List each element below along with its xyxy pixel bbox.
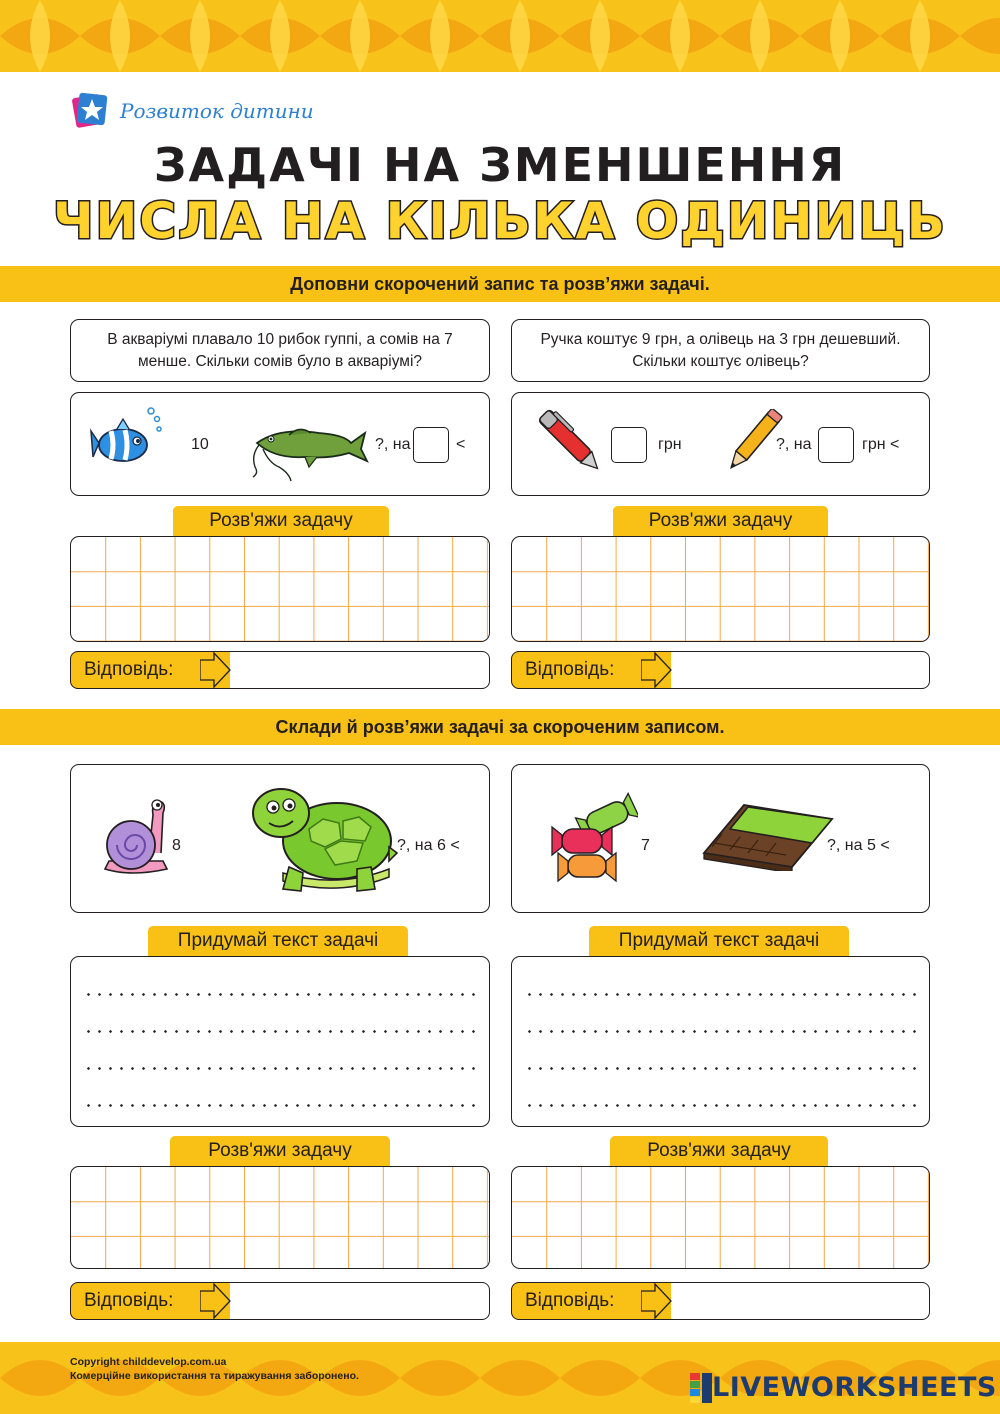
problem1-answer-field[interactable] xyxy=(70,651,490,689)
usage-notice: Комерційне використання та тиражування заборонено. xyxy=(70,1370,359,1382)
liveworksheets-logo-icon xyxy=(690,1373,712,1403)
solution-grid-lines xyxy=(512,537,930,642)
footer-copyright xyxy=(70,1355,359,1383)
writing-line xyxy=(83,1030,477,1033)
problem1-solution-grid[interactable] xyxy=(70,536,490,642)
pencil-icon xyxy=(718,409,784,479)
solution-grid-lines xyxy=(71,1167,490,1269)
writing-line xyxy=(83,1104,477,1107)
answer-frame xyxy=(511,651,930,689)
problem1-short-record xyxy=(70,392,490,496)
problem2-second-prefix: ?, на xyxy=(776,436,812,453)
writing-line xyxy=(524,1030,917,1033)
answer-frame xyxy=(70,651,490,689)
writing-line xyxy=(524,1104,917,1107)
arrow-right-icon xyxy=(641,1282,673,1320)
problem2-answer-label: Відповідь: xyxy=(511,651,671,689)
solution-grid-lines xyxy=(71,537,490,642)
arrow-right-icon xyxy=(200,1282,232,1320)
answer-frame xyxy=(70,1282,490,1320)
problem1-first-value: 10 xyxy=(191,436,209,453)
problem4-solution-grid[interactable] xyxy=(511,1166,930,1269)
writing-line xyxy=(524,1067,917,1070)
problem3-compose-tab: Придумай текст задачі xyxy=(148,926,408,956)
answer-frame xyxy=(511,1282,930,1320)
problem2-solve-tab: Розв'яжи задачу xyxy=(613,506,828,536)
chocolate-icon xyxy=(700,801,836,871)
solution-grid-lines xyxy=(512,1167,930,1269)
brand-name: Розвиток дитини xyxy=(120,99,314,123)
writing-line xyxy=(83,993,477,996)
problem3-answer-label: Відповідь: xyxy=(70,1282,230,1320)
problem1-text: В акваріумі плавало 10 рибок гуппі, а сомів на 7 менше. Скільки сомів було в акваріумі? xyxy=(70,319,490,382)
snail-icon xyxy=(101,795,171,877)
problem3-short-record xyxy=(70,764,490,913)
problem1-difference-input[interactable] xyxy=(413,427,449,463)
problem1-answer-label: Відповідь: xyxy=(70,651,230,689)
problem4-solve-tab: Розв'яжи задачу xyxy=(610,1136,828,1166)
catfish-icon xyxy=(249,413,369,483)
problem4-first-value: 7 xyxy=(641,837,650,854)
problem3-solve-tab: Розв'яжи задачу xyxy=(170,1136,390,1166)
problem2-short-record xyxy=(511,392,930,496)
problem3-second-text: ?, на 6 < xyxy=(397,837,460,854)
arrow-right-icon xyxy=(641,651,673,689)
problem1-second-suffix: < xyxy=(456,436,466,453)
brand-logo xyxy=(70,90,314,132)
section1-instruction: Доповни скорочений запис та розв’яжи задачі. xyxy=(0,266,1000,302)
problem2-text: Ручка коштує 9 грн, а олівець на 3 грн дешевший. Скільки коштує олівець? xyxy=(511,319,930,382)
problem3-answer-field[interactable] xyxy=(70,1282,490,1320)
problem3-first-value: 8 xyxy=(172,837,181,854)
problem2-second-suffix: грн < xyxy=(862,436,900,453)
problem3-solution-grid[interactable] xyxy=(70,1166,490,1269)
writing-line xyxy=(524,993,917,996)
turtle-icon xyxy=(239,769,399,899)
problem4-answer-label: Відповідь: xyxy=(511,1282,671,1320)
problem4-answer-field[interactable] xyxy=(511,1282,930,1320)
problem4-second-text: ?, на 5 < xyxy=(827,837,890,854)
brand-star-icon xyxy=(70,90,112,132)
writing-line xyxy=(83,1067,477,1070)
problem2-first-unit: грн xyxy=(658,436,682,453)
candies-icon xyxy=(548,791,638,885)
problem2-solution-grid[interactable] xyxy=(511,536,930,642)
arrow-right-icon xyxy=(200,651,232,689)
fish-icon xyxy=(89,403,163,471)
problem2-difference-input[interactable] xyxy=(818,427,854,463)
pen-icon xyxy=(536,407,608,479)
problem3-text-lines[interactable] xyxy=(70,956,490,1127)
page-title-line2: ЧИСЛА НА КІЛЬКА ОДИНИЦЬ xyxy=(53,192,947,250)
problem1-solve-tab: Розв'яжи задачу xyxy=(173,506,389,536)
page-title-line1: ЗАДАЧІ НА ЗМЕНШЕННЯ xyxy=(153,138,847,192)
problem4-text-lines[interactable] xyxy=(511,956,930,1127)
top-decorative-band xyxy=(0,0,1000,72)
liveworksheets-watermark xyxy=(690,1372,997,1403)
copyright-text: Copyright childdevelop.com.ua xyxy=(70,1356,227,1368)
problem2-answer-field[interactable] xyxy=(511,651,930,689)
problem4-short-record xyxy=(511,764,930,913)
problem4-compose-tab: Придумай текст задачі xyxy=(589,926,849,956)
section2-instruction: Склади й розв’яжи задачі за скороченим записом. xyxy=(0,709,1000,745)
problem1-second-prefix: ?, на xyxy=(375,436,411,453)
problem2-price-input[interactable] xyxy=(611,427,647,463)
watermark-text: LIVEWORKSHEETS xyxy=(712,1372,997,1403)
